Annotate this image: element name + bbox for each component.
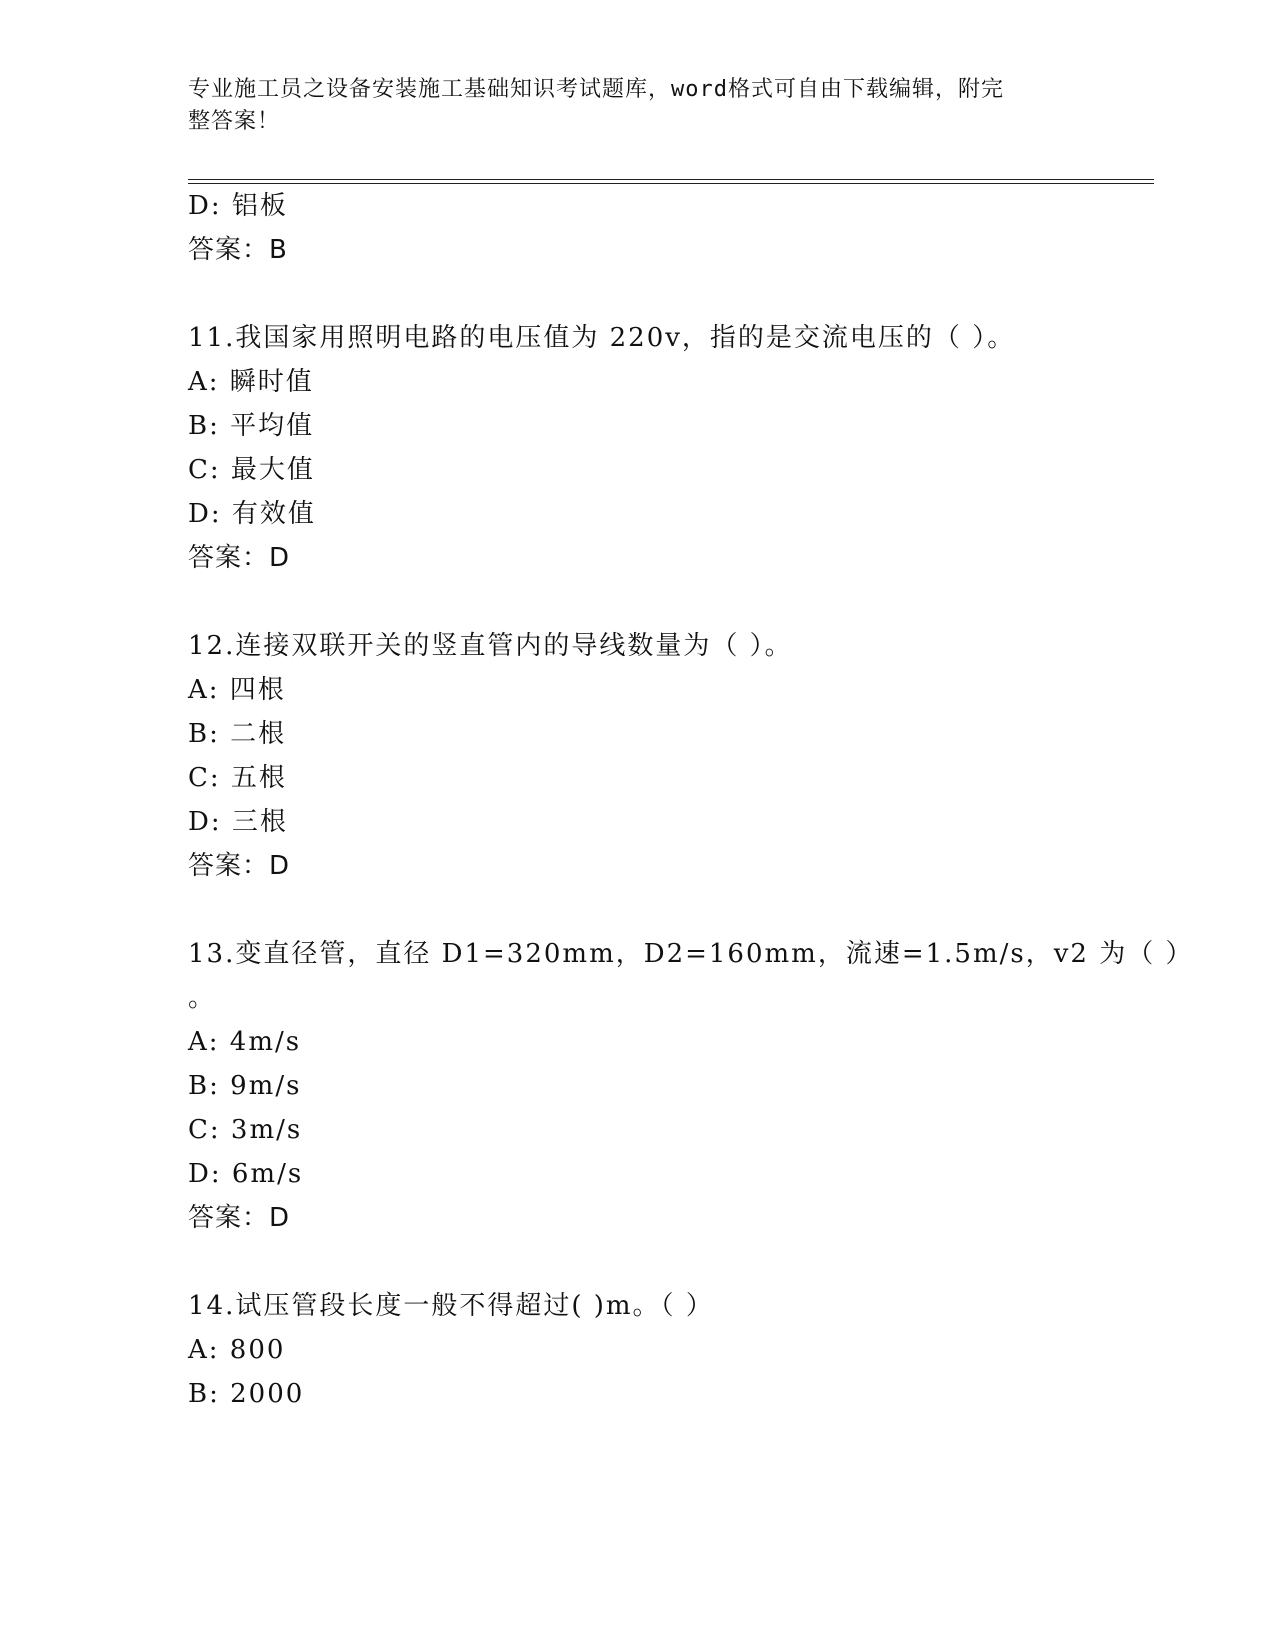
q12-option-a: A: 四根 <box>188 675 286 705</box>
q11-answer: 答案：D <box>188 543 291 573</box>
q12-option-c: C: 五根 <box>188 763 287 793</box>
q13-option-d: D: 6m/s <box>188 1159 304 1189</box>
q11-option-b: B: 平均值 <box>188 411 315 441</box>
prev-option-d: D: 铝板 <box>188 191 288 221</box>
q11-stem: 11.我国家用照明电路的电压值为 220v，指的是交流电压的（ ）。 <box>188 323 1016 353</box>
q11-option-c: C: 最大值 <box>188 455 315 485</box>
q14-stem: 14.试压管段长度一般不得超过( )m。（ ） <box>188 1291 714 1321</box>
document-header <box>188 74 1088 138</box>
q13-option-c: C: 3m/s <box>188 1115 303 1145</box>
q13-stem: 13.变直径管，直径 D1=320mm，D2=160mm，流速=1.5m/s，v2 为（ ） <box>188 939 1194 969</box>
prev-answer: 答案：B <box>188 235 288 265</box>
q12-option-d: D: 三根 <box>188 807 288 837</box>
q13-option-a: A: 4m/s <box>188 1027 302 1057</box>
header-line-1: 专业施工员之设备安装施工基础知识考试题库，word格式可自由下载编辑，附完 <box>188 77 1004 102</box>
header-rule-top <box>188 179 1154 180</box>
q13-option-b: B: 9m/s <box>188 1071 302 1101</box>
header-rule-bottom <box>188 183 1154 184</box>
q12-answer: 答案：D <box>188 851 291 881</box>
q11-option-a: A: 瞬时值 <box>188 367 314 397</box>
q14-option-a: A: 800 <box>188 1335 286 1365</box>
q12-option-b: B: 二根 <box>188 719 287 749</box>
q13-answer: 答案：D <box>188 1203 291 1233</box>
header-line-2: 整答案！ <box>188 109 281 134</box>
q13-stem-continuation: 。 <box>188 983 217 1013</box>
q14-option-b: B: 2000 <box>188 1379 305 1409</box>
q11-option-d: D: 有效值 <box>188 499 316 529</box>
q12-stem: 12.连接双联开关的竖直管内的导线数量为（ ）。 <box>188 631 793 661</box>
